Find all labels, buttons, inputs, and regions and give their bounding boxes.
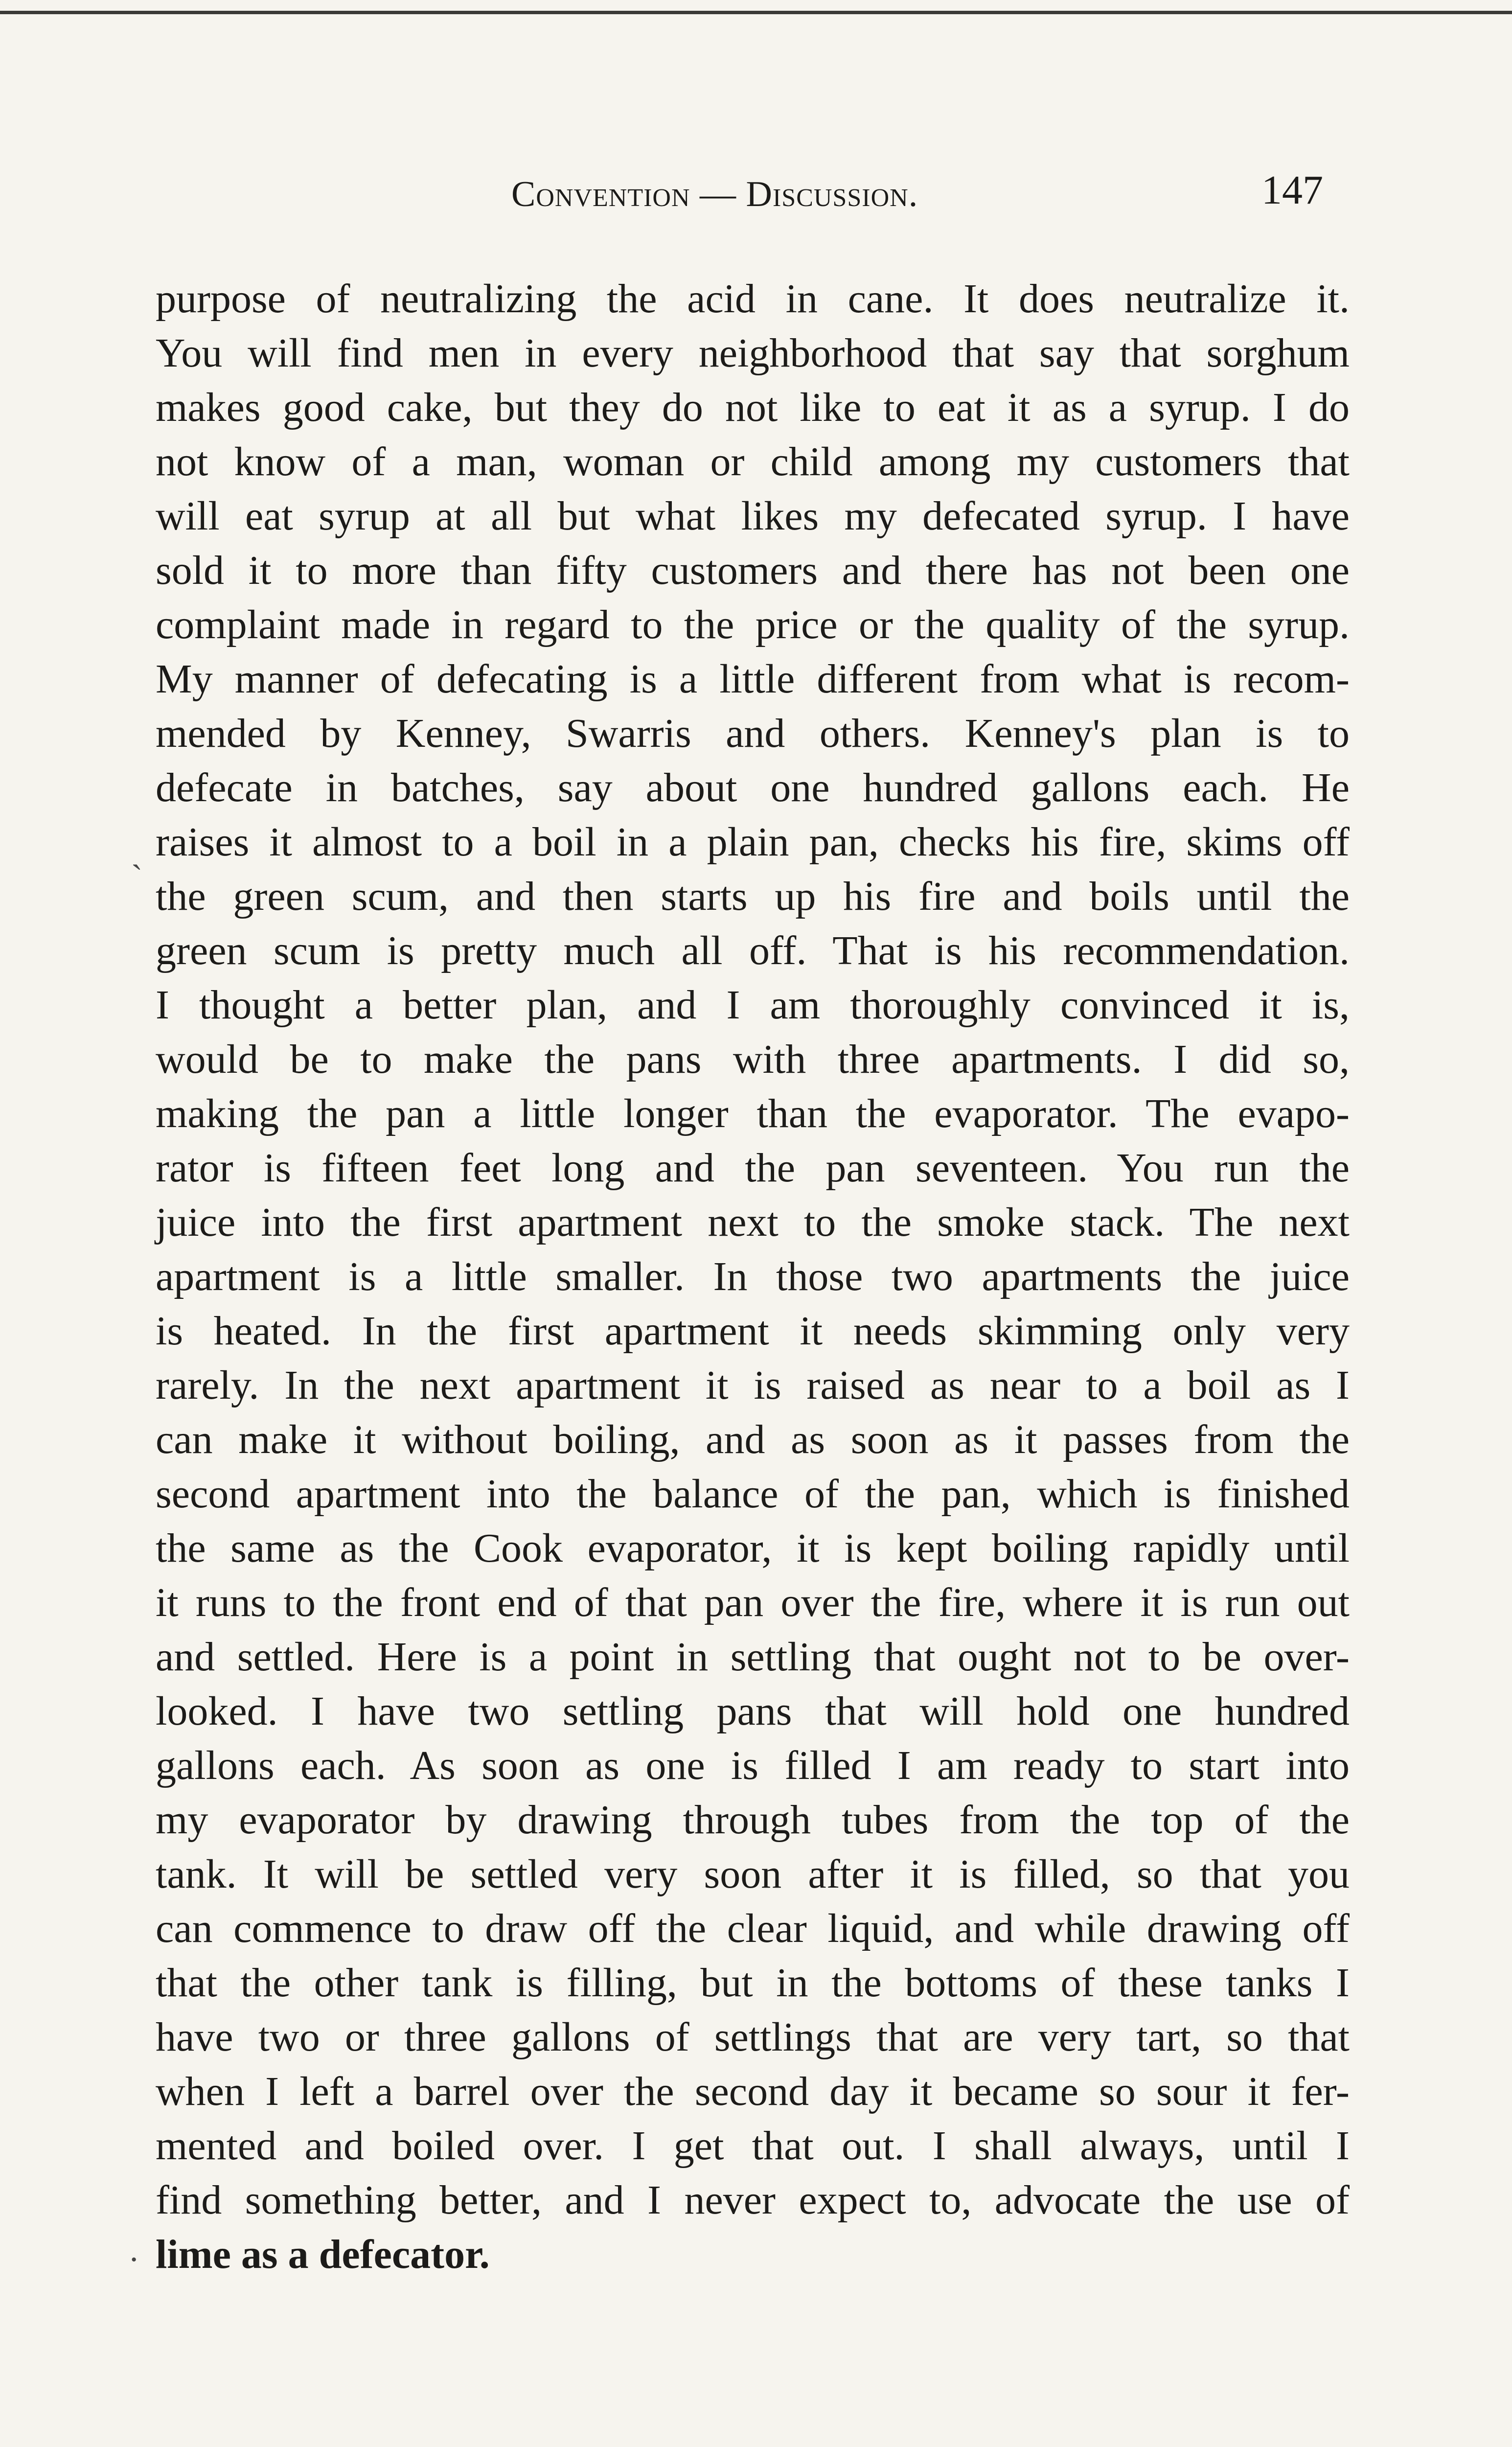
text-line: juice into the first apartment next to the smoke stack. The next [156, 1200, 1350, 1245]
text-line: mended by Kenney, Swarris and others. Kenney's plan is to [156, 711, 1350, 756]
body-text [156, 272, 1350, 2282]
text-line-final: lime as a defecator. [156, 2232, 490, 2277]
running-head: Convention — Discussion. [511, 174, 918, 214]
text-line: complaint made in regard to the price or the quality of the syrup. [156, 602, 1350, 647]
text-line: rarely. In the next apartment it is raised as near to a boil as I [156, 1362, 1350, 1408]
text-line: looked. I have two settling pans that will hold one hundred [156, 1688, 1350, 1734]
text-line: I thought a better plan, and I am thoroughly convinced it is, [156, 982, 1350, 1028]
text-line: the same as the Cook evaporator, it is kept boiling rapidly until [156, 1525, 1350, 1571]
text-line: will eat syrup at all but what likes my defecated syrup. I have [156, 493, 1350, 539]
text-line: My manner of defecating is a little different from what is recom- [156, 656, 1350, 702]
text-line: that the other tank is filling, but in the bottoms of these tanks I [156, 1960, 1350, 2006]
text-line: tank. It will be settled very soon after it is filled, so that you [156, 1851, 1350, 1897]
text-line: gallons each. As soon as one is filled I am ready to start into [156, 1743, 1350, 1788]
text-line: raises it almost to a boil in a plain pan, checks his fire, skims off [156, 819, 1350, 865]
text-line: and settled. Here is a point in settling that ought not to be over- [156, 1634, 1350, 1680]
text-line: can make it without boiling, and as soon as it passes from the [156, 1417, 1350, 1462]
text-line: making the pan a little longer than the evaporator. The evapo- [156, 1091, 1350, 1136]
text-line: can commence to draw off the clear liquid, and while drawing off [156, 1906, 1350, 1951]
text-line: find something better, and I never expect to, advocate the use of [156, 2177, 1350, 2223]
top-rule [0, 11, 1512, 14]
text-line: purpose of neutralizing the acid in cane. It does neutralize it. [156, 276, 1350, 322]
text-line: not know of a man, woman or child among my customers that [156, 439, 1350, 485]
margin-tick-mark: · [128, 2241, 140, 2279]
text-line: would be to make the pans with three apartments. I did so, [156, 1037, 1350, 1082]
text-line: it runs to the front end of that pan over the fire, where it is run out [156, 1580, 1350, 1625]
text-line: have two or three gallons of settlings that are very tart, so that [156, 2014, 1350, 2060]
text-line: apartment is a little smaller. In those two apartments the juice [156, 1254, 1350, 1299]
text-line: green scum is pretty much all off. That is his recommendation. [156, 928, 1350, 973]
text-line: makes good cake, but they do not like to eat it as a syrup. I do [156, 385, 1350, 430]
page-number: 147 [1261, 167, 1323, 213]
text-line: rator is fifteen feet long and the pan seventeen. You run the [156, 1145, 1350, 1191]
text-line: sold it to more than fifty customers and there has not been one [156, 548, 1350, 593]
text-line: is heated. In the first apartment it needs skimming only very [156, 1308, 1350, 1354]
text-line: my evaporator by drawing through tubes from the top of the [156, 1797, 1350, 1843]
text-line: the green scum, and then starts up his fire and boils until the [156, 874, 1350, 919]
text-line: when I left a barrel over the second day it became so sour it fer- [156, 2069, 1350, 2114]
text-line: You will find men in every neighborhood that say that sorghum [156, 330, 1350, 376]
text-line: mented and boiled over. I get that out. I shall always, until I [156, 2123, 1350, 2169]
margin-tick-mark: ˏ [131, 832, 143, 870]
text-line: second apartment into the balance of the pan, which is finished [156, 1471, 1350, 1517]
text-line: defecate in batches, say about one hundred gallons each. He [156, 765, 1350, 810]
